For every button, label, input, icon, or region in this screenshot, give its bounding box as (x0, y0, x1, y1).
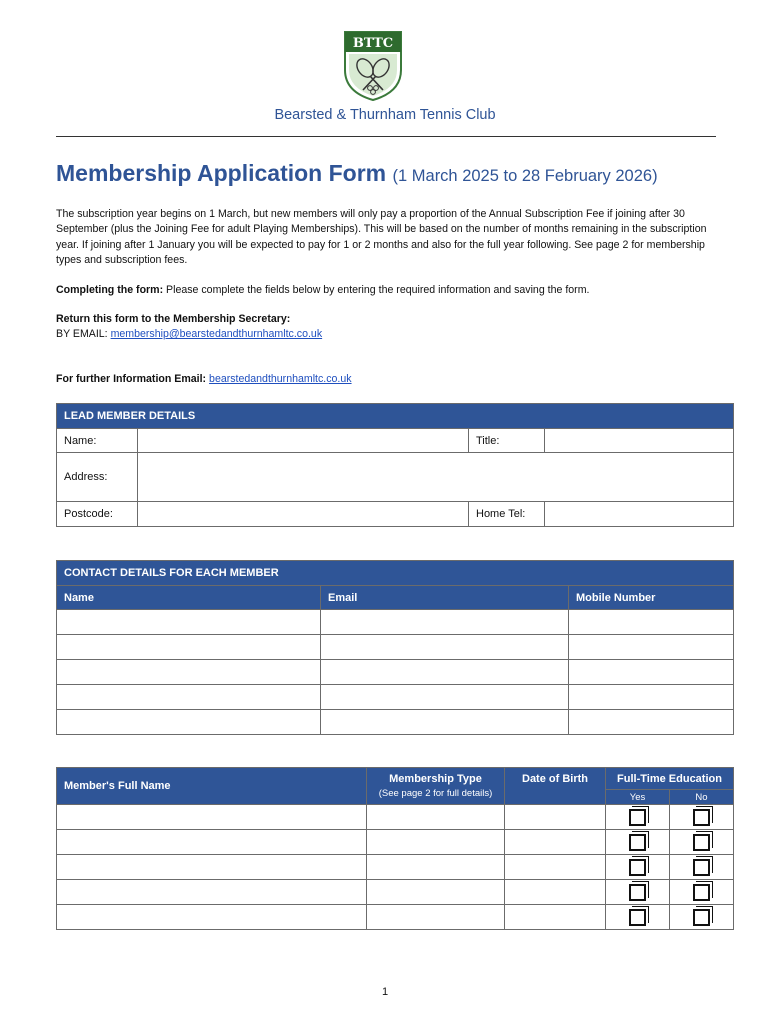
contact-details-table (56, 560, 734, 735)
intro-paragraph: The subscription year begins on 1 March, but new members will only pay a proportion of the Annual Subscription Fee if joining after 30 September (plus the Joining Fee for adult Playing Memberships). This will be based on the number of months remaining in the subscription year. If joining after 1 January you will be expected to pay for 1 or 2 months and also for the full year following. See page 2 for membership types and subscription fees. (56, 208, 707, 266)
member-dob-input[interactable] (505, 830, 606, 855)
education-yes-checkbox[interactable] (629, 834, 646, 851)
members-table (56, 767, 734, 930)
return-email-prefix: BY EMAIL: (56, 328, 111, 341)
address-label: Address: (57, 453, 138, 502)
further-info (56, 372, 720, 387)
lead-member-heading: LEAD MEMBER DETAILS (57, 404, 734, 429)
title-label: Title: (469, 429, 545, 453)
member-dob-input[interactable] (505, 880, 606, 905)
form-period: (1 March 2025 to 28 February 2026) (392, 167, 658, 185)
contact-col-email: Email (321, 586, 569, 610)
postcode-label: Postcode: (57, 502, 138, 527)
contact-heading: CONTACT DETAILS FOR EACH MEMBER (57, 561, 734, 586)
return-label: Return this form to the Membership Secretary: (56, 313, 291, 325)
contact-name-input[interactable] (57, 635, 321, 660)
postcode-input[interactable] (138, 502, 469, 527)
members-col-yes: Yes (606, 790, 670, 805)
contact-name-input[interactable] (57, 685, 321, 710)
contact-name-input[interactable] (57, 710, 321, 735)
table-row (57, 880, 734, 905)
return-block (56, 312, 720, 343)
members-col-no: No (670, 790, 734, 805)
completing-label: Completing the form: (56, 284, 164, 296)
completing-note (56, 283, 720, 298)
contact-email-input[interactable] (321, 610, 569, 635)
member-name-input[interactable] (57, 855, 367, 880)
member-name-input[interactable] (57, 805, 367, 830)
table-row (57, 830, 734, 855)
education-no-checkbox[interactable] (693, 884, 710, 901)
club-name: Bearsted & Thurnham Tennis Club (274, 107, 496, 123)
education-yes-checkbox[interactable] (629, 909, 646, 926)
member-type-input[interactable] (367, 880, 505, 905)
contact-email-input[interactable] (321, 635, 569, 660)
education-yes-checkbox[interactable] (629, 809, 646, 826)
contact-email-input[interactable] (321, 710, 569, 735)
members-col-edu: Full-Time Education (606, 768, 734, 790)
contact-col-mobile: Mobile Number (569, 586, 734, 610)
table-row (57, 905, 734, 930)
education-yes-checkbox[interactable] (629, 884, 646, 901)
member-dob-input[interactable] (505, 855, 606, 880)
contact-email-input[interactable] (321, 685, 569, 710)
address-input[interactable] (138, 453, 734, 502)
education-no-checkbox[interactable] (693, 834, 710, 851)
member-dob-input[interactable] (505, 805, 606, 830)
page-title (56, 160, 658, 187)
education-no-checkbox[interactable] (693, 809, 710, 826)
contact-mobile-input[interactable] (569, 610, 734, 635)
title-input[interactable] (545, 429, 734, 453)
table-row (57, 635, 734, 660)
member-name-input[interactable] (57, 880, 367, 905)
member-dob-input[interactable] (505, 905, 606, 930)
members-col-type-note: (See page 2 for full details) (378, 787, 493, 799)
header-divider (56, 136, 716, 137)
membership-email-link[interactable]: membership@bearstedandthurnhamltc.co.uk (110, 328, 323, 341)
contact-mobile-input[interactable] (569, 685, 734, 710)
home-tel-input[interactable] (545, 502, 734, 527)
club-logo (343, 30, 403, 102)
member-name-input[interactable] (57, 830, 367, 855)
education-yes-checkbox[interactable] (629, 859, 646, 876)
contact-col-name: Name (57, 586, 321, 610)
education-no-checkbox[interactable] (693, 909, 710, 926)
education-no-checkbox[interactable] (693, 859, 710, 876)
contact-email-input[interactable] (321, 660, 569, 685)
table-row (57, 685, 734, 710)
page-number: 1 (381, 986, 389, 998)
further-label: For further Information Email: (56, 373, 207, 385)
members-col-type-label: Membership Type (389, 772, 482, 785)
members-col-dob: Date of Birth (505, 768, 606, 805)
completing-text: Please complete the fields below by entering the required information and saving the form. (163, 284, 590, 296)
club-email-link[interactable]: bearstedandthurnhamltc.co.uk (209, 373, 352, 385)
member-type-input[interactable] (367, 855, 505, 880)
member-type-input[interactable] (367, 905, 505, 930)
table-row (57, 660, 734, 685)
name-input[interactable] (138, 429, 469, 453)
table-row (57, 855, 734, 880)
table-row (57, 805, 734, 830)
members-col-name: Member's Full Name (57, 768, 367, 805)
contact-mobile-input[interactable] (569, 635, 734, 660)
members-col-type (367, 768, 505, 805)
form-title: Membership Application Form (56, 160, 387, 186)
contact-mobile-input[interactable] (569, 660, 734, 685)
home-tel-label: Home Tel: (469, 502, 545, 527)
member-type-input[interactable] (367, 805, 505, 830)
contact-mobile-input[interactable] (569, 710, 734, 735)
contact-name-input[interactable] (57, 610, 321, 635)
table-row (57, 710, 734, 735)
lead-member-table (56, 403, 734, 527)
table-row (57, 610, 734, 635)
member-name-input[interactable] (57, 905, 367, 930)
logo-text: BTTC (352, 36, 394, 51)
name-label: Name: (57, 429, 138, 453)
member-type-input[interactable] (367, 830, 505, 855)
contact-name-input[interactable] (57, 660, 321, 685)
